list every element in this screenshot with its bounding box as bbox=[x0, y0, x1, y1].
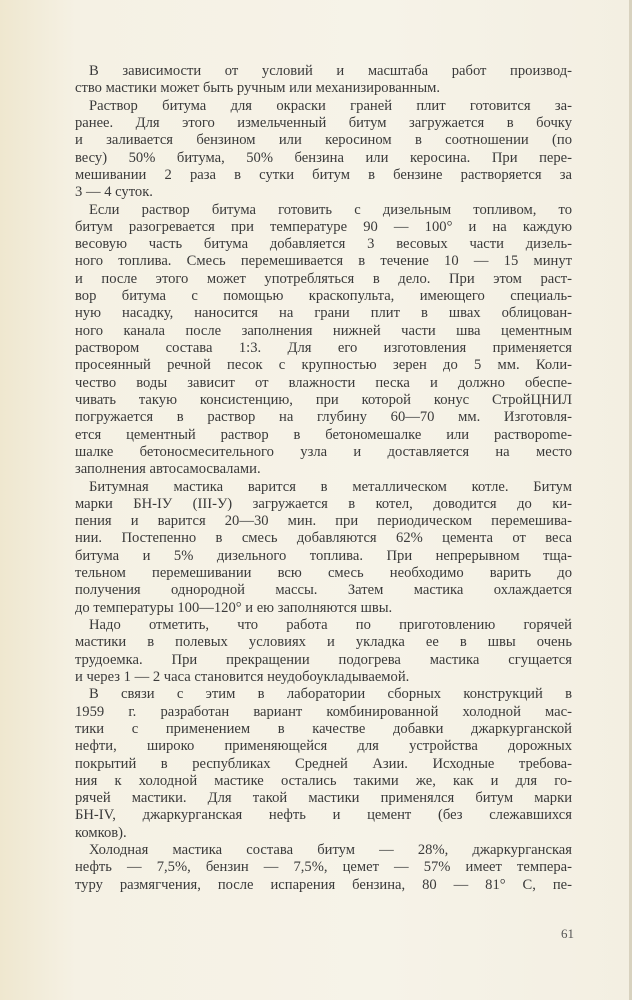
paragraph bbox=[75, 202, 572, 479]
text-line: до температуры 100—120° и ею заполняются швы. bbox=[75, 599, 393, 616]
text-line: ного топлива. Смесь перемешивается в течение 10 — 15 минут bbox=[75, 253, 572, 270]
text-line: ную насадку, наносится на грани плит в швах облицован- bbox=[75, 305, 572, 322]
text-line: 3 — 4 суток. bbox=[75, 184, 153, 201]
text-line: трудоемка. При прекращении подогрева мастика сгущается bbox=[75, 651, 572, 668]
text-line: В зависимости от условий и масштаба работ производ- bbox=[89, 63, 572, 79]
text-line: шалке бетоносмесительного узла и доставляется на место bbox=[75, 443, 572, 460]
text-line: туру размягчения, после испарения бензина, 80 — 81° С, пе- bbox=[75, 876, 572, 893]
text-line: погружается в раствор на глубину 60—70 мм. Изготовля- bbox=[75, 409, 572, 426]
text-line: Раствор битума для окраски граней плит готовится за- bbox=[89, 97, 572, 114]
text-line: и через 1 — 2 часа становится неудобоукладываемой. bbox=[75, 668, 410, 685]
paragraph bbox=[75, 63, 572, 98]
paragraph bbox=[75, 842, 572, 894]
text-line: рячей мастики. Для такой мастики применялся битум марки bbox=[75, 790, 572, 807]
text-line: Надо отметить, что работа по приготовлению горячей bbox=[89, 617, 572, 633]
text-line: 1959 г. разработан вариант комбинированной холодной мас- bbox=[75, 703, 572, 720]
text-line: и после этого может употребляться в дело. При этом раст- bbox=[75, 270, 572, 287]
paragraph bbox=[75, 686, 572, 842]
text-line: ется цементный раствор в бетономешалке или растворome- bbox=[75, 426, 572, 443]
page-number: 61 bbox=[561, 926, 574, 941]
text-line: БН-IV, джаркурганская нефть и цемент (без слежавшихся bbox=[75, 807, 572, 824]
text-line: раствором состава 1:3. Для его изготовления применяется bbox=[75, 340, 572, 356]
paragraph bbox=[75, 98, 572, 202]
paragraph bbox=[75, 617, 572, 686]
text-line: вор битума с помощью краскопульта, имеющего специаль- bbox=[75, 288, 572, 305]
text-line: ния к холодной мастике остались такими же, как и для го- bbox=[75, 772, 572, 789]
text-line: получения однородной массы. Затем мастика охлаждается bbox=[75, 582, 572, 599]
text-line: и заливается бензином или керосином в соотношении (по bbox=[75, 132, 572, 149]
text-line: битум разогревается при температуре 90 — 100° и на каждую bbox=[75, 218, 572, 235]
text-line: ного канала после заполнения нижней части шва цементным bbox=[75, 322, 572, 339]
text-line: чивать такую консистенцию, при которой конус СтройЦНИЛ bbox=[75, 391, 572, 408]
text-line: Если раствор битума готовить с дизельным топливом, то bbox=[89, 201, 572, 218]
text-line: нефти, широко применяющейся для устройства дорожных bbox=[75, 738, 572, 755]
text-line: просеянный речной песок с крупностью зерен до 5 мм. Коли- bbox=[75, 357, 572, 374]
text-line: чество воды зависит от влажности песка и должно обеспе- bbox=[75, 374, 572, 391]
paragraph bbox=[75, 479, 572, 618]
text-line: пения и варится 20—30 мин. при периодическом перемешива- bbox=[75, 513, 572, 530]
text-line: марки БН-IУ (III-У) загружается в котел, доводится до ки- bbox=[75, 495, 572, 512]
text-line: В связи с этим в лаборатории сборных конструкций в bbox=[89, 686, 572, 703]
text-line: Битумная мастика варится в металлическом котле. Битум bbox=[89, 478, 572, 495]
text-line: мастики в полевых условиях и укладка ее в швы очень bbox=[75, 634, 572, 651]
text-line: мешивании 2 раза в сутки битум в бензине растворяется за bbox=[75, 166, 572, 183]
text-line: весовую часть битума добавляется 3 весовых части дизель- bbox=[75, 236, 572, 253]
text-line: ранее. Для этого измельченный битум загружается в бочку bbox=[75, 114, 572, 131]
text-line: тики с применением в качестве добавки джаркурганской bbox=[75, 720, 572, 737]
text-line: тельном перемешивании всю смесь необходимо варить до bbox=[75, 565, 572, 582]
text-line: нефть — 7,5%, бензин — 7,5%, цемет — 57% имеет темпера- bbox=[75, 859, 572, 876]
text-line: Холодная мастика состава битум — 28%, джаркурганская bbox=[89, 842, 572, 859]
text-line: комков). bbox=[75, 824, 127, 841]
text-line: ство мастики может быть ручным или механизированным. bbox=[75, 80, 441, 97]
text-line: весу) 50% битума, 50% бензина или керосина. При пере- bbox=[75, 149, 572, 166]
body-text bbox=[75, 63, 572, 894]
text-line: битума и 5% дизельного топлива. При непрерывном тща- bbox=[75, 547, 572, 564]
text-line: покрытий в республиках Средней Азии. Исходные требова- bbox=[75, 755, 572, 772]
text-line: заполнения автосамосвалами. bbox=[75, 461, 261, 478]
text-line: нии. Постепенно в смесь добавляются 62% цемента от веса bbox=[75, 530, 572, 547]
